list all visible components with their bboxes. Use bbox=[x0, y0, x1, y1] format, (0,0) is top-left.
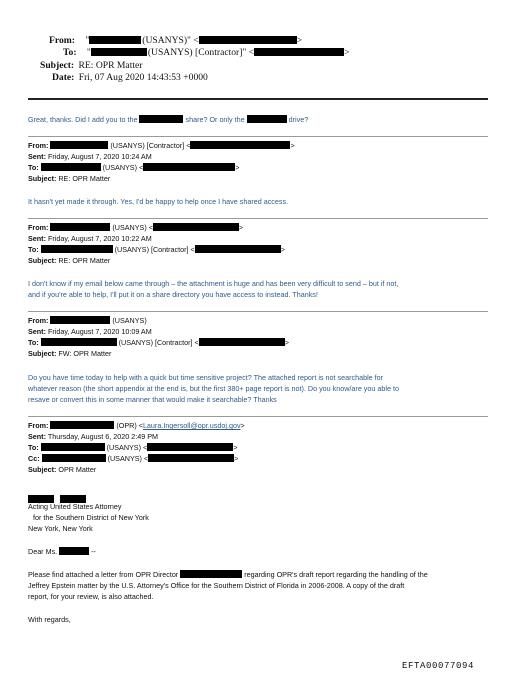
header-subject-value: RE: OPR Matter bbox=[78, 60, 143, 71]
angle-close: > bbox=[240, 421, 245, 430]
msg4-subject-row bbox=[28, 465, 96, 474]
msg2-to-row bbox=[28, 245, 285, 254]
msg2-sent-label: Sent: bbox=[28, 234, 46, 243]
msg1-sent-row bbox=[28, 152, 152, 161]
header-subject-row bbox=[40, 60, 142, 71]
msg3-to-label: To: bbox=[28, 338, 39, 347]
header-to-row bbox=[63, 47, 350, 58]
redaction-box bbox=[42, 454, 106, 462]
letter-paragraph-line-2: Jeffrey Epstein matter by the U.S. Attorney's Office for the Southern District of Florida in 2006-2008. A copy of the draft bbox=[28, 581, 405, 590]
msg1-subject-label: Subject: bbox=[28, 174, 57, 183]
msg4-from-text: (OPR) < bbox=[116, 421, 143, 430]
redaction-box bbox=[199, 36, 297, 44]
header-to-text: (USANYS) [Contractor]" < bbox=[147, 47, 255, 58]
msg3-body-line-2: whatever reason (the short appendix at the end is, but the first 380+ page report is not). Do you know/are you able to bbox=[28, 384, 399, 393]
msg2-subject-value: RE: OPR Matter bbox=[58, 256, 111, 265]
angle-close: > bbox=[296, 35, 303, 46]
msg3-subject-label: Subject: bbox=[28, 349, 57, 358]
msg3-sent-value: Friday, August 7, 2020 10:09 AM bbox=[47, 327, 152, 336]
reply-text bbox=[28, 115, 308, 124]
redaction-box bbox=[199, 338, 285, 346]
letter-text: Please find attached a letter from OPR Director bbox=[28, 570, 179, 579]
angle-close: > bbox=[235, 163, 240, 172]
redaction-box bbox=[50, 316, 110, 324]
msg4-cc-label: Cc: bbox=[28, 454, 40, 463]
header-subject-label: Subject: bbox=[40, 60, 75, 71]
redaction-box bbox=[195, 245, 281, 253]
redaction-box bbox=[50, 223, 110, 231]
angle-close: > bbox=[233, 443, 238, 452]
msg2-to-label: To: bbox=[28, 245, 39, 254]
msg2-from-text: (USANYS) < bbox=[112, 223, 153, 232]
header-from-label: From: bbox=[49, 35, 75, 46]
redaction-box bbox=[91, 48, 147, 56]
letter-paragraph-line-1 bbox=[28, 570, 428, 579]
msg3-from-label: From: bbox=[28, 316, 49, 325]
redaction-box bbox=[143, 163, 235, 171]
header-to-label: To: bbox=[63, 47, 77, 58]
message-divider bbox=[28, 218, 488, 219]
msg2-sent-value: Friday, August 7, 2020 10:22 AM bbox=[47, 234, 152, 243]
msg1-to-row bbox=[28, 163, 239, 172]
quote-mark: " bbox=[85, 35, 90, 46]
angle-close: > bbox=[280, 245, 285, 254]
msg3-to-row bbox=[28, 338, 289, 347]
msg1-subject-row bbox=[28, 174, 110, 183]
salutation bbox=[28, 547, 96, 556]
msg3-sent-label: Sent: bbox=[28, 327, 46, 336]
redaction-box bbox=[139, 115, 183, 123]
addressee-city: New York, New York bbox=[28, 524, 93, 533]
letter-paragraph-line-3: report, for your review, is also attached. bbox=[28, 592, 154, 601]
header-from-row bbox=[49, 35, 302, 46]
msg4-sent-value: Thursday, August 6, 2020 2:49 PM bbox=[47, 432, 158, 441]
msg2-subject-row bbox=[28, 256, 110, 265]
redaction-box bbox=[50, 141, 108, 149]
redaction-box bbox=[41, 443, 105, 451]
msg2-from-label: From: bbox=[28, 223, 49, 232]
letter-text: regarding OPR's draft report regarding the handling of the bbox=[244, 570, 428, 579]
angle-close: > bbox=[284, 338, 289, 347]
msg3-sent-row bbox=[28, 327, 152, 336]
redaction-box bbox=[180, 570, 242, 578]
message-divider bbox=[28, 416, 488, 417]
redaction-box bbox=[147, 443, 233, 451]
addressee-district: for the Southern District of New York bbox=[33, 513, 149, 522]
redaction-box bbox=[153, 223, 239, 231]
msg4-subject-label: Subject: bbox=[28, 465, 57, 474]
msg1-to-text: (USANYS) < bbox=[102, 163, 144, 172]
msg4-subject-value: OPR Matter bbox=[58, 465, 97, 474]
reply-part-3: drive? bbox=[288, 115, 309, 124]
addressee-title: Acting United States Attorney bbox=[28, 502, 122, 511]
redaction-box bbox=[50, 421, 114, 429]
msg2-body-line-1: I don't know if my email below came through – the attachment is huge and has been very difficult to send – but if not, bbox=[28, 279, 399, 288]
msg4-to-row bbox=[28, 443, 237, 452]
header-from-text: (USANYS)" < bbox=[142, 35, 199, 46]
reply-part-1: Great, thanks. Did I add you to the bbox=[28, 115, 138, 124]
msg3-subject-row bbox=[28, 349, 111, 358]
msg4-from-email-link[interactable]: Laura.Ingersoll@opr.usdoj.gov bbox=[142, 421, 241, 430]
redaction-box bbox=[41, 163, 101, 171]
angle-close: > bbox=[238, 223, 244, 232]
document-id: EFTA00077094 bbox=[402, 661, 475, 671]
redaction-box bbox=[148, 454, 234, 462]
msg4-cc-row bbox=[28, 454, 238, 463]
msg2-body-line-2: and if you're able to help, I'll put it on a share directory you have access to instead. Thanks! bbox=[28, 290, 318, 299]
angle-close: > bbox=[290, 141, 295, 150]
redaction-box bbox=[59, 547, 89, 555]
redaction-box bbox=[254, 48, 344, 56]
msg2-subject-label: Subject: bbox=[28, 256, 57, 265]
header-date-value: Fri, 07 Aug 2020 14:43:53 +0000 bbox=[78, 72, 208, 83]
msg1-from-row bbox=[28, 141, 295, 150]
message-divider bbox=[28, 311, 488, 312]
msg1-from-label: From: bbox=[28, 141, 49, 150]
msg3-from-text: (USANYS) bbox=[112, 316, 147, 325]
reply-part-2: share? Or only the bbox=[185, 115, 245, 124]
salutation-text: Dear Ms. bbox=[28, 547, 58, 556]
salutation-dash: -- bbox=[91, 547, 96, 556]
msg2-from-row bbox=[28, 223, 243, 232]
msg1-sent-label: Sent: bbox=[28, 152, 46, 161]
msg4-sent-row bbox=[28, 432, 158, 441]
msg3-subject-value: FW: OPR Matter bbox=[58, 349, 112, 358]
header-date-label: Date: bbox=[52, 72, 75, 83]
header-date-row bbox=[52, 72, 208, 83]
angle-close: > bbox=[344, 47, 350, 58]
angle-close: > bbox=[234, 454, 239, 463]
quote-mark: " bbox=[86, 47, 91, 58]
msg3-body-line-1: Do you have time today to help with a quick but time sensitive project? The attached report is not searchable for bbox=[28, 373, 384, 382]
msg4-cc-text: (USANYS) < bbox=[107, 454, 149, 463]
msg3-body-line-3: resave or convert this in some manner that would make it searchable? Thanks bbox=[28, 395, 277, 404]
msg1-body: It hasn't yet made it through. Yes, I'd be happy to help once I have shared access. bbox=[28, 197, 289, 206]
message-divider bbox=[28, 136, 488, 137]
msg4-sent-label: Sent: bbox=[28, 432, 46, 441]
redaction-box bbox=[247, 115, 287, 123]
msg2-sent-row bbox=[28, 234, 152, 243]
closing: With regards, bbox=[28, 615, 71, 624]
msg4-from-row bbox=[28, 421, 245, 430]
msg3-to-text: (USANYS) [Contractor] < bbox=[118, 338, 199, 347]
redaction-box bbox=[190, 141, 290, 149]
redaction-box bbox=[41, 245, 113, 253]
msg3-from-row bbox=[28, 316, 147, 325]
msg1-subject-value: RE: OPR Matter bbox=[58, 174, 111, 183]
msg2-to-text: (USANYS) [Contractor] < bbox=[114, 245, 195, 254]
msg4-to-text: (USANYS) < bbox=[106, 443, 148, 452]
msg1-to-label: To: bbox=[28, 163, 39, 172]
redaction-box bbox=[41, 338, 117, 346]
redaction-box bbox=[89, 36, 141, 44]
msg1-sent-value: Friday, August 7, 2020 10:24 AM bbox=[47, 152, 152, 161]
msg4-to-label: To: bbox=[28, 443, 39, 452]
msg4-from-label: From: bbox=[28, 421, 49, 430]
msg1-from-text: (USANYS) [Contractor] < bbox=[110, 141, 191, 150]
header-divider bbox=[28, 98, 488, 100]
